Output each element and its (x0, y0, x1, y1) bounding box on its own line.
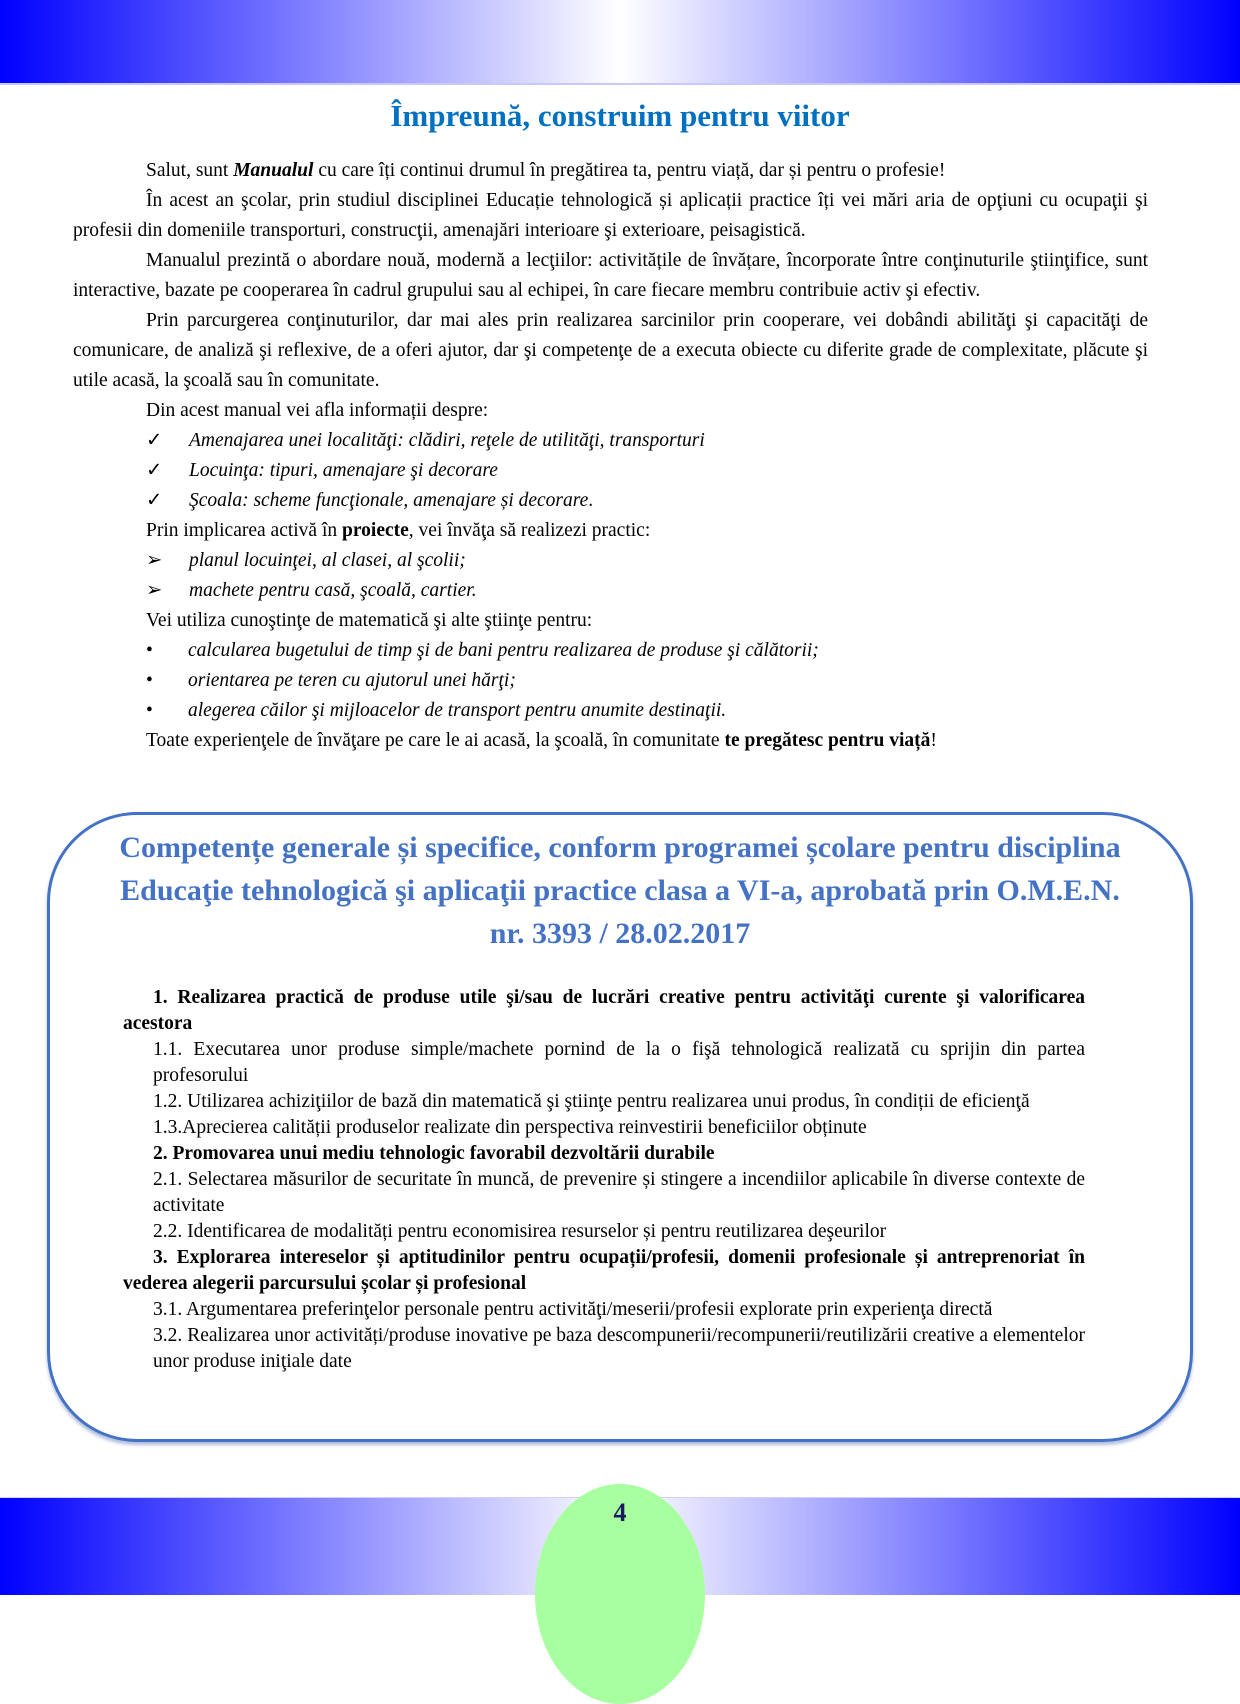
check-icon: ✓ (146, 490, 163, 511)
intro-paragraph: În acest an şcolar, prin studiul disciplinei Educație tehnologică și aplicații practice îți vei mări aria de opţiuni cu ocupaţii şi profesii din domeniile transporturi, construcţii, amenajări interioare şi exterioare, peisagistică. (73, 190, 1148, 241)
page-number: 4 (613, 1498, 627, 1527)
intro-paragraph: Din acest manual vei afla informații despre: (146, 400, 489, 421)
intro-section (73, 156, 1148, 756)
page-number-badge (535, 1484, 705, 1704)
list-item: • alegerea căilor şi mijloacelor de transport pentru anumite destinaţii. (73, 696, 1148, 726)
general-competence: 2. Promovarea unui mediu tehnologic favorabil dezvoltării durabile (153, 1143, 715, 1164)
bullet-icon: • (146, 700, 153, 721)
general-competence: 3. Explorarea intereselor și aptitudinilor pentru ocupații/profesii, domenii profesionale și antreprenoriat în vederea alegerii parcursului școlar și profesional (123, 1247, 1085, 1294)
list-item: • orientarea pe teren cu ajutorul unei hărţi; (73, 666, 1148, 696)
list-item: • calcularea bugetului de timp şi de bani pentru realizarea de produse şi călătorii; (73, 636, 1148, 666)
arrow-icon: ➢ (146, 550, 163, 571)
specific-competence: 2.2. Identificarea de modalități pentru economisirea resurselor și pentru reutilizarea deşeurilor (153, 1221, 887, 1242)
list-item: ✓ Amenajarea unei localităţi: clădiri, reţele de utilităţi, transporturi (73, 426, 1148, 456)
competences-title: Competențe generale și specifice, conform programei școlare pentru disciplina Educaţie tehnologică şi aplicaţii practice clasa a VI-a, aprobată prin O.M.E.N. nr. 3393 / 28.02.2017 (119, 831, 1121, 950)
check-icon: ✓ (146, 460, 163, 481)
intro-paragraph: Salut, sunt Manualul cu care îți continui drumul în pregătirea ta, pentru viață, dar și pentru o profesie! (146, 160, 946, 181)
specific-competence: 3.2. Realizarea unor activități/produse inovative pe baza descompunerii/recompunerii/reutilizării creative a elementelor unor produse iniţiale date (153, 1325, 1085, 1372)
specific-competence: 1.3.Aprecierea calității produselor realizate din perspectiva reinvestirii beneficiilor obținute (153, 1117, 867, 1138)
intro-paragraph: Toate experienţele de învăţare pe care le ai acasă, la şcoală, în comunitate te pregătesc pentru viață! (146, 730, 937, 751)
intro-paragraph: Prin implicarea activă în proiecte, vei învăţa să realizezi practic: (146, 520, 651, 541)
general-competence: 1. Realizarea practică de produse utile şi/sau de lucrări creative pentru activităţi curente şi valorificarea acestora (123, 987, 1085, 1034)
list-item: ✓ Locuinţa: tipuri, amenajare şi decorare (73, 456, 1148, 486)
header-band (0, 0, 1240, 85)
intro-paragraph: Prin parcurgerea conţinuturilor, dar mai ales prin realizarea sarcinilor prin cooperare, vei dobândi abilităţi şi capacităţi de comunicare, de analiză şi reflexive, de a oferi ajutor, dar şi competenţe de a executa obiecte cu diferite grade de complexitate, plăcute şi utile acasă, la şcoală sau în comunitate. (73, 310, 1148, 391)
specific-competence: 3.1. Argumentarea preferinţelor personale pentru activităţi/meserii/profesii explorate prin experienţa directă (153, 1299, 993, 1320)
intro-paragraph: Vei utiliza cunoştinţe de matematică şi alte ştiinţe pentru: (146, 610, 593, 631)
list-item: ➢ planul locuinţei, al clasei, al şcolii; (73, 546, 1148, 576)
specific-competence: 1.2. Utilizarea achiziţiilor de bază din matematică şi ştiinţe pentru realizarea unui produs, în condiții de eficienţă (153, 1091, 1030, 1112)
specific-competence: 2.1. Selectarea măsurilor de securitate în muncă, de prevenire și stingere a incendiilor aplicabile în diverse contexte de activitate (153, 1169, 1085, 1216)
intro-paragraph: Manualul prezintă o abordare nouă, modernă a lecţiilor: activitățile de învățare, încorporate între conţinuturile ştiinţifice, sunt interactive, bazate pe cooperarea în cadrul grupului sau al echipei, în care fiecare membru contribuie activ şi efectiv. (73, 250, 1148, 301)
check-icon: ✓ (146, 430, 163, 451)
bullet-icon: • (146, 640, 153, 661)
competences-list (123, 985, 1085, 1375)
bullet-icon: • (146, 670, 153, 691)
list-item: ✓ Şcoala: scheme funcţionale, amenajare și decorare. (73, 486, 1148, 516)
arrow-icon: ➢ (146, 580, 163, 601)
specific-competence: 1.1. Executarea unor produse simple/machete pornind de la o fişă tehnologică realizată cu sprijin din partea profesorului (153, 1039, 1085, 1086)
list-item: ➢ machete pentru casă, şcoală, cartier. (73, 576, 1148, 606)
page-title: Împreună, construim pentru viitor (390, 98, 850, 133)
